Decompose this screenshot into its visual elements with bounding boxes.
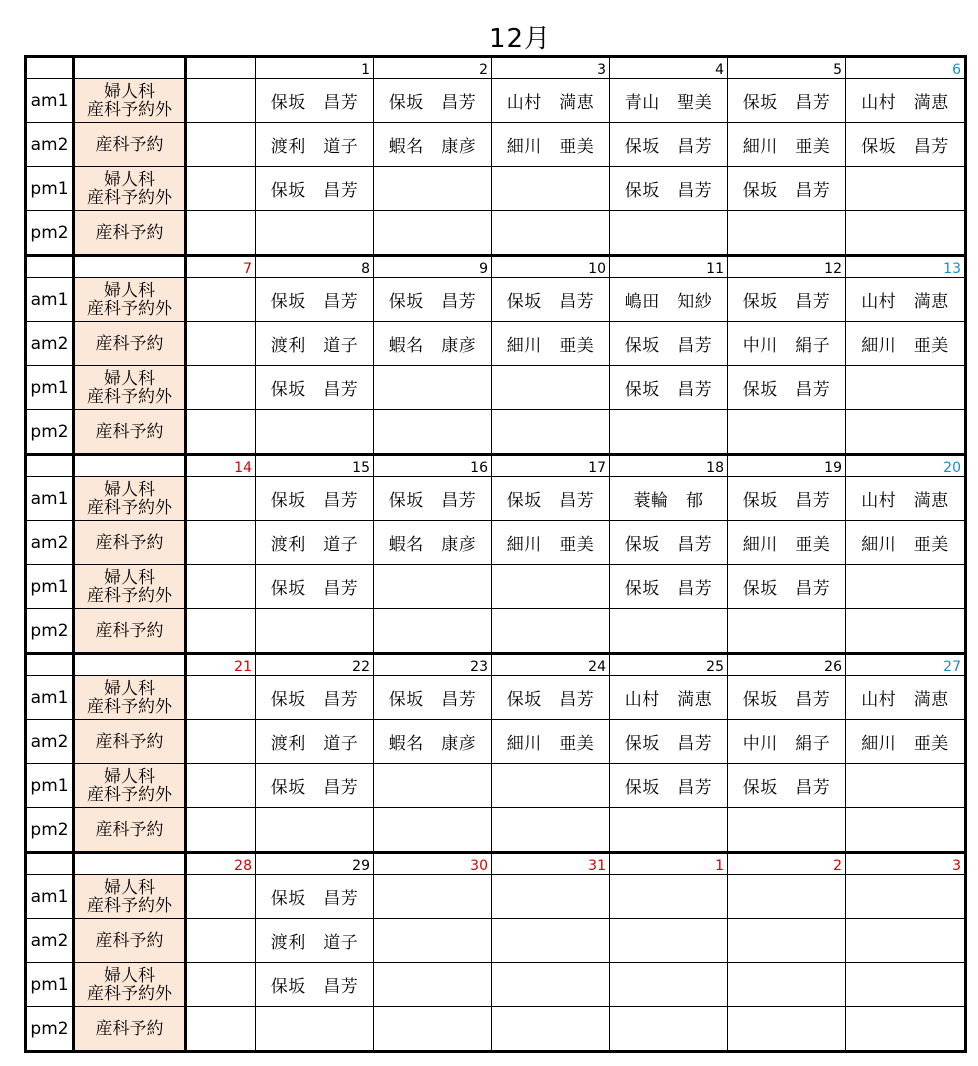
doctor-cell: 細川 亜美 — [492, 720, 610, 764]
department-label — [74, 477, 186, 521]
doctor-cell — [374, 410, 492, 455]
doctor-cell — [846, 963, 966, 1007]
slot-row-am1 — [26, 875, 966, 919]
department-label — [74, 521, 186, 565]
day-number: 2 — [728, 853, 846, 875]
department-label — [74, 764, 186, 808]
department-label — [74, 366, 186, 410]
slot-row-am1 — [26, 278, 966, 322]
doctor-cell — [492, 808, 610, 853]
doctor-cell — [492, 764, 610, 808]
doctor-cell: 保坂 昌芳 — [610, 366, 728, 410]
department-label — [74, 919, 186, 963]
doctor-cell: 保坂 昌芳 — [610, 565, 728, 609]
date-row-blank-dept — [74, 455, 186, 477]
slot-row-am1 — [26, 676, 966, 720]
slot-code: pm1 — [26, 167, 74, 211]
department-label-line: 産科予約外 — [87, 585, 172, 606]
doctor-cell — [492, 963, 610, 1007]
slot-code: pm1 — [26, 764, 74, 808]
slot-code: am1 — [26, 79, 74, 123]
department-label-line: 産科予約外 — [87, 696, 172, 717]
slot-code: pm2 — [26, 410, 74, 455]
doctor-cell — [374, 808, 492, 853]
doctor-cell: 保坂 昌芳 — [256, 366, 374, 410]
doctor-cell — [846, 1007, 966, 1052]
slot-code: pm1 — [26, 366, 74, 410]
doctor-cell: 細川 亜美 — [728, 521, 846, 565]
department-label-line: 産科予約 — [95, 731, 164, 752]
doctor-cell: 青山 聖美 — [610, 79, 728, 123]
doctor-cell: 保坂 昌芳 — [256, 477, 374, 521]
doctor-cell — [374, 211, 492, 256]
day-number: 1 — [256, 57, 374, 79]
department-label — [74, 278, 186, 322]
slot-code: pm2 — [26, 609, 74, 654]
slot-code: am1 — [26, 875, 74, 919]
doctor-cell: 保坂 昌芳 — [374, 676, 492, 720]
doctor-cell — [186, 322, 256, 366]
slot-row-pm2 — [26, 410, 966, 455]
department-label — [74, 875, 186, 919]
doctor-cell — [186, 167, 256, 211]
slot-row-pm1 — [26, 565, 966, 609]
day-number: 7 — [186, 256, 256, 278]
week-date-row — [26, 256, 966, 278]
doctor-cell: 細川 亜美 — [846, 521, 966, 565]
doctor-cell — [728, 609, 846, 654]
slot-row-am2 — [26, 322, 966, 366]
doctor-cell — [186, 808, 256, 853]
doctor-cell: 渡利 道子 — [256, 919, 374, 963]
day-number: 14 — [186, 455, 256, 477]
date-row-blank-slot — [26, 57, 74, 79]
doctor-cell — [186, 477, 256, 521]
department-label — [74, 963, 186, 1007]
doctor-cell: 山村 満恵 — [846, 278, 966, 322]
slot-code: am2 — [26, 322, 74, 366]
doctor-cell: 保坂 昌芳 — [256, 676, 374, 720]
doctor-cell: 保坂 昌芳 — [374, 79, 492, 123]
day-number: 5 — [728, 57, 846, 79]
week-date-row — [26, 57, 966, 79]
doctor-cell — [846, 565, 966, 609]
slot-row-pm2 — [26, 211, 966, 256]
doctor-cell: 保坂 昌芳 — [728, 676, 846, 720]
day-number: 19 — [728, 455, 846, 477]
doctor-cell — [728, 410, 846, 455]
department-label — [74, 676, 186, 720]
doctor-cell: 保坂 昌芳 — [728, 278, 846, 322]
department-label-line: 婦人科 — [104, 479, 155, 500]
doctor-cell: 保坂 昌芳 — [610, 167, 728, 211]
doctor-cell — [186, 79, 256, 123]
doctor-cell — [186, 720, 256, 764]
doctor-cell: 保坂 昌芳 — [256, 764, 374, 808]
department-label — [74, 720, 186, 764]
doctor-cell: 保坂 昌芳 — [610, 521, 728, 565]
doctor-cell — [610, 808, 728, 853]
slot-row-am2 — [26, 123, 966, 167]
doctor-cell — [186, 764, 256, 808]
doctor-cell: 保坂 昌芳 — [610, 720, 728, 764]
doctor-cell — [492, 211, 610, 256]
slot-code: am2 — [26, 123, 74, 167]
slot-code: am2 — [26, 720, 74, 764]
doctor-cell: 蝦名 康彦 — [374, 521, 492, 565]
department-label — [74, 211, 186, 256]
day-number: 2 — [374, 57, 492, 79]
doctor-cell — [256, 211, 374, 256]
doctor-cell — [846, 410, 966, 455]
doctor-cell — [256, 808, 374, 853]
week-date-row — [26, 455, 966, 477]
doctor-cell: 保坂 昌芳 — [256, 875, 374, 919]
doctor-cell: 保坂 昌芳 — [256, 278, 374, 322]
doctor-cell: 中川 絹子 — [728, 322, 846, 366]
doctor-cell — [186, 366, 256, 410]
day-number: 24 — [492, 654, 610, 676]
doctor-cell — [256, 609, 374, 654]
day-number: 20 — [846, 455, 966, 477]
department-label-line: 婦人科 — [104, 766, 155, 787]
day-number: 11 — [610, 256, 728, 278]
doctor-cell — [728, 1007, 846, 1052]
doctor-cell: 保坂 昌芳 — [728, 167, 846, 211]
day-number: 1 — [610, 853, 728, 875]
doctor-cell: 山村 満恵 — [846, 79, 966, 123]
day-number — [186, 57, 256, 79]
department-label — [74, 565, 186, 609]
department-label — [74, 1007, 186, 1052]
doctor-cell — [846, 366, 966, 410]
doctor-cell — [374, 167, 492, 211]
doctor-cell: 保坂 昌芳 — [374, 477, 492, 521]
doctor-cell: 細川 亜美 — [492, 521, 610, 565]
doctor-cell — [846, 609, 966, 654]
doctor-cell — [374, 565, 492, 609]
department-label-line: 婦人科 — [104, 368, 155, 389]
slot-code: am1 — [26, 278, 74, 322]
doctor-cell: 中川 絹子 — [728, 720, 846, 764]
doctor-cell: 山村 満恵 — [492, 79, 610, 123]
day-number: 3 — [846, 853, 966, 875]
doctor-cell: 山村 満恵 — [846, 477, 966, 521]
slot-row-pm2 — [26, 808, 966, 853]
doctor-cell — [492, 565, 610, 609]
slot-code: am2 — [26, 919, 74, 963]
doctor-cell — [374, 366, 492, 410]
slot-code: am1 — [26, 676, 74, 720]
department-label — [74, 322, 186, 366]
doctor-cell — [374, 609, 492, 654]
date-row-blank-slot — [26, 654, 74, 676]
doctor-cell — [846, 211, 966, 256]
doctor-cell — [186, 676, 256, 720]
doctor-cell — [374, 963, 492, 1007]
slot-row-pm1 — [26, 764, 966, 808]
doctor-cell: 細川 亜美 — [846, 720, 966, 764]
doctor-cell — [492, 167, 610, 211]
doctor-cell — [186, 919, 256, 963]
doctor-cell: 嶋田 知紗 — [610, 278, 728, 322]
doctor-cell: 蝦名 康彦 — [374, 720, 492, 764]
day-number: 28 — [186, 853, 256, 875]
slot-row-am1 — [26, 477, 966, 521]
date-row-blank-dept — [74, 654, 186, 676]
slot-row-am2 — [26, 919, 966, 963]
day-number: 27 — [846, 654, 966, 676]
department-label — [74, 123, 186, 167]
day-number: 15 — [256, 455, 374, 477]
doctor-cell — [186, 565, 256, 609]
department-label-line: 産科予約 — [95, 134, 164, 155]
slot-code: pm1 — [26, 565, 74, 609]
department-label-line: 産科予約外 — [87, 187, 172, 208]
slot-row-am1 — [26, 79, 966, 123]
doctor-cell — [728, 963, 846, 1007]
doctor-cell — [256, 410, 374, 455]
week-date-row — [26, 853, 966, 875]
doctor-cell — [492, 410, 610, 455]
department-label-line: 産科予約外 — [87, 386, 172, 407]
doctor-cell: 保坂 昌芳 — [610, 764, 728, 808]
doctor-cell: 山村 満恵 — [846, 676, 966, 720]
day-number: 25 — [610, 654, 728, 676]
doctor-cell: 保坂 昌芳 — [492, 278, 610, 322]
doctor-cell: 保坂 昌芳 — [728, 764, 846, 808]
department-label-line: 産科予約 — [95, 421, 164, 442]
department-label-line: 婦人科 — [104, 678, 155, 699]
department-label — [74, 167, 186, 211]
doctor-cell — [610, 963, 728, 1007]
day-number: 30 — [374, 853, 492, 875]
doctor-cell — [186, 963, 256, 1007]
department-label-line: 婦人科 — [104, 877, 155, 898]
doctor-cell — [610, 211, 728, 256]
slot-row-am2 — [26, 720, 966, 764]
doctor-cell: 保坂 昌芳 — [610, 322, 728, 366]
doctor-cell: 保坂 昌芳 — [256, 79, 374, 123]
doctor-cell: 山村 満恵 — [610, 676, 728, 720]
slot-row-pm1 — [26, 167, 966, 211]
day-number: 18 — [610, 455, 728, 477]
doctor-cell — [610, 1007, 728, 1052]
department-label — [74, 609, 186, 654]
doctor-cell: 保坂 昌芳 — [492, 676, 610, 720]
doctor-cell: 蝦名 康彦 — [374, 123, 492, 167]
doctor-cell — [846, 764, 966, 808]
slot-code: pm1 — [26, 963, 74, 1007]
day-number: 22 — [256, 654, 374, 676]
day-number: 21 — [186, 654, 256, 676]
doctor-cell — [186, 123, 256, 167]
doctor-cell: 細川 亜美 — [492, 322, 610, 366]
department-label-line: 産科予約外 — [87, 983, 172, 1004]
date-row-blank-slot — [26, 853, 74, 875]
page-title: 12月 — [488, 24, 552, 54]
day-number: 12 — [728, 256, 846, 278]
doctor-cell — [186, 609, 256, 654]
doctor-cell — [492, 366, 610, 410]
doctor-cell — [492, 919, 610, 963]
day-number: 4 — [610, 57, 728, 79]
slot-row-pm2 — [26, 1007, 966, 1052]
schedule-table — [24, 55, 967, 1053]
department-label-line: 婦人科 — [104, 169, 155, 190]
doctor-cell: 保坂 昌芳 — [256, 963, 374, 1007]
department-label-line: 産科予約 — [95, 1018, 164, 1039]
week-date-row — [26, 654, 966, 676]
doctor-cell — [610, 609, 728, 654]
doctor-cell — [374, 875, 492, 919]
day-number: 17 — [492, 455, 610, 477]
day-number: 29 — [256, 853, 374, 875]
doctor-cell — [186, 278, 256, 322]
slot-code: am1 — [26, 477, 74, 521]
department-label-line: 産科予約外 — [87, 895, 172, 916]
day-number: 3 — [492, 57, 610, 79]
doctor-cell: 渡利 道子 — [256, 322, 374, 366]
date-row-blank-dept — [74, 256, 186, 278]
doctor-cell — [374, 1007, 492, 1052]
doctor-cell: 保坂 昌芳 — [728, 477, 846, 521]
doctor-cell: 保坂 昌芳 — [728, 79, 846, 123]
day-number: 10 — [492, 256, 610, 278]
doctor-cell: 渡利 道子 — [256, 123, 374, 167]
doctor-cell — [492, 875, 610, 919]
department-label-line: 産科予約 — [95, 222, 164, 243]
doctor-cell — [610, 919, 728, 963]
department-label-line: 婦人科 — [104, 567, 155, 588]
date-row-blank-dept — [74, 853, 186, 875]
date-row-blank-slot — [26, 256, 74, 278]
doctor-cell — [492, 1007, 610, 1052]
doctor-cell — [374, 919, 492, 963]
doctor-cell: 蓑輪 郁 — [610, 477, 728, 521]
doctor-cell — [256, 1007, 374, 1052]
doctor-cell — [186, 521, 256, 565]
day-number: 9 — [374, 256, 492, 278]
doctor-cell — [610, 410, 728, 455]
slot-row-am2 — [26, 521, 966, 565]
day-number: 31 — [492, 853, 610, 875]
department-label-line: 産科予約外 — [87, 298, 172, 319]
doctor-cell: 保坂 昌芳 — [374, 278, 492, 322]
slot-row-pm1 — [26, 366, 966, 410]
department-label-line: 産科予約 — [95, 819, 164, 840]
slot-code: pm2 — [26, 808, 74, 853]
doctor-cell: 渡利 道子 — [256, 720, 374, 764]
day-number: 23 — [374, 654, 492, 676]
department-label-line: 産科予約外 — [87, 497, 172, 518]
day-number: 8 — [256, 256, 374, 278]
day-number: 16 — [374, 455, 492, 477]
doctor-cell: 保坂 昌芳 — [846, 123, 966, 167]
doctor-cell: 保坂 昌芳 — [728, 366, 846, 410]
slot-row-pm1 — [26, 963, 966, 1007]
department-label-line: 産科予約外 — [87, 784, 172, 805]
slot-code: pm2 — [26, 1007, 74, 1052]
department-label-line: 産科予約 — [95, 620, 164, 641]
doctor-cell — [186, 875, 256, 919]
slot-row-pm2 — [26, 609, 966, 654]
doctor-cell — [492, 609, 610, 654]
doctor-cell — [846, 167, 966, 211]
doctor-cell — [186, 211, 256, 256]
day-number: 13 — [846, 256, 966, 278]
department-label-line: 産科予約外 — [87, 99, 172, 120]
doctor-cell: 保坂 昌芳 — [728, 565, 846, 609]
doctor-cell — [186, 1007, 256, 1052]
department-label-line: 産科予約 — [95, 930, 164, 951]
day-number: 26 — [728, 654, 846, 676]
doctor-cell — [374, 764, 492, 808]
doctor-cell: 細川 亜美 — [846, 322, 966, 366]
department-label — [74, 79, 186, 123]
doctor-cell — [846, 875, 966, 919]
doctor-cell — [846, 808, 966, 853]
department-label-line: 産科予約 — [95, 532, 164, 553]
doctor-cell: 細川 亜美 — [492, 123, 610, 167]
doctor-cell — [728, 211, 846, 256]
doctor-cell: 保坂 昌芳 — [492, 477, 610, 521]
doctor-cell: 蝦名 康彦 — [374, 322, 492, 366]
department-label — [74, 808, 186, 853]
slot-code: am2 — [26, 521, 74, 565]
doctor-cell — [728, 808, 846, 853]
doctor-cell: 保坂 昌芳 — [256, 167, 374, 211]
department-label-line: 婦人科 — [104, 965, 155, 986]
doctor-cell — [846, 919, 966, 963]
department-label-line: 婦人科 — [104, 280, 155, 301]
department-label — [74, 410, 186, 455]
doctor-cell — [610, 875, 728, 919]
date-row-blank-dept — [74, 57, 186, 79]
slot-code: pm2 — [26, 211, 74, 256]
date-row-blank-slot — [26, 455, 74, 477]
doctor-cell: 保坂 昌芳 — [256, 565, 374, 609]
day-number: 6 — [846, 57, 966, 79]
doctor-cell: 細川 亜美 — [728, 123, 846, 167]
department-label-line: 産科予約 — [95, 333, 164, 354]
doctor-cell — [186, 410, 256, 455]
department-label-line: 婦人科 — [104, 81, 155, 102]
doctor-cell — [728, 919, 846, 963]
doctor-cell: 渡利 道子 — [256, 521, 374, 565]
doctor-cell — [728, 875, 846, 919]
doctor-cell: 保坂 昌芳 — [610, 123, 728, 167]
